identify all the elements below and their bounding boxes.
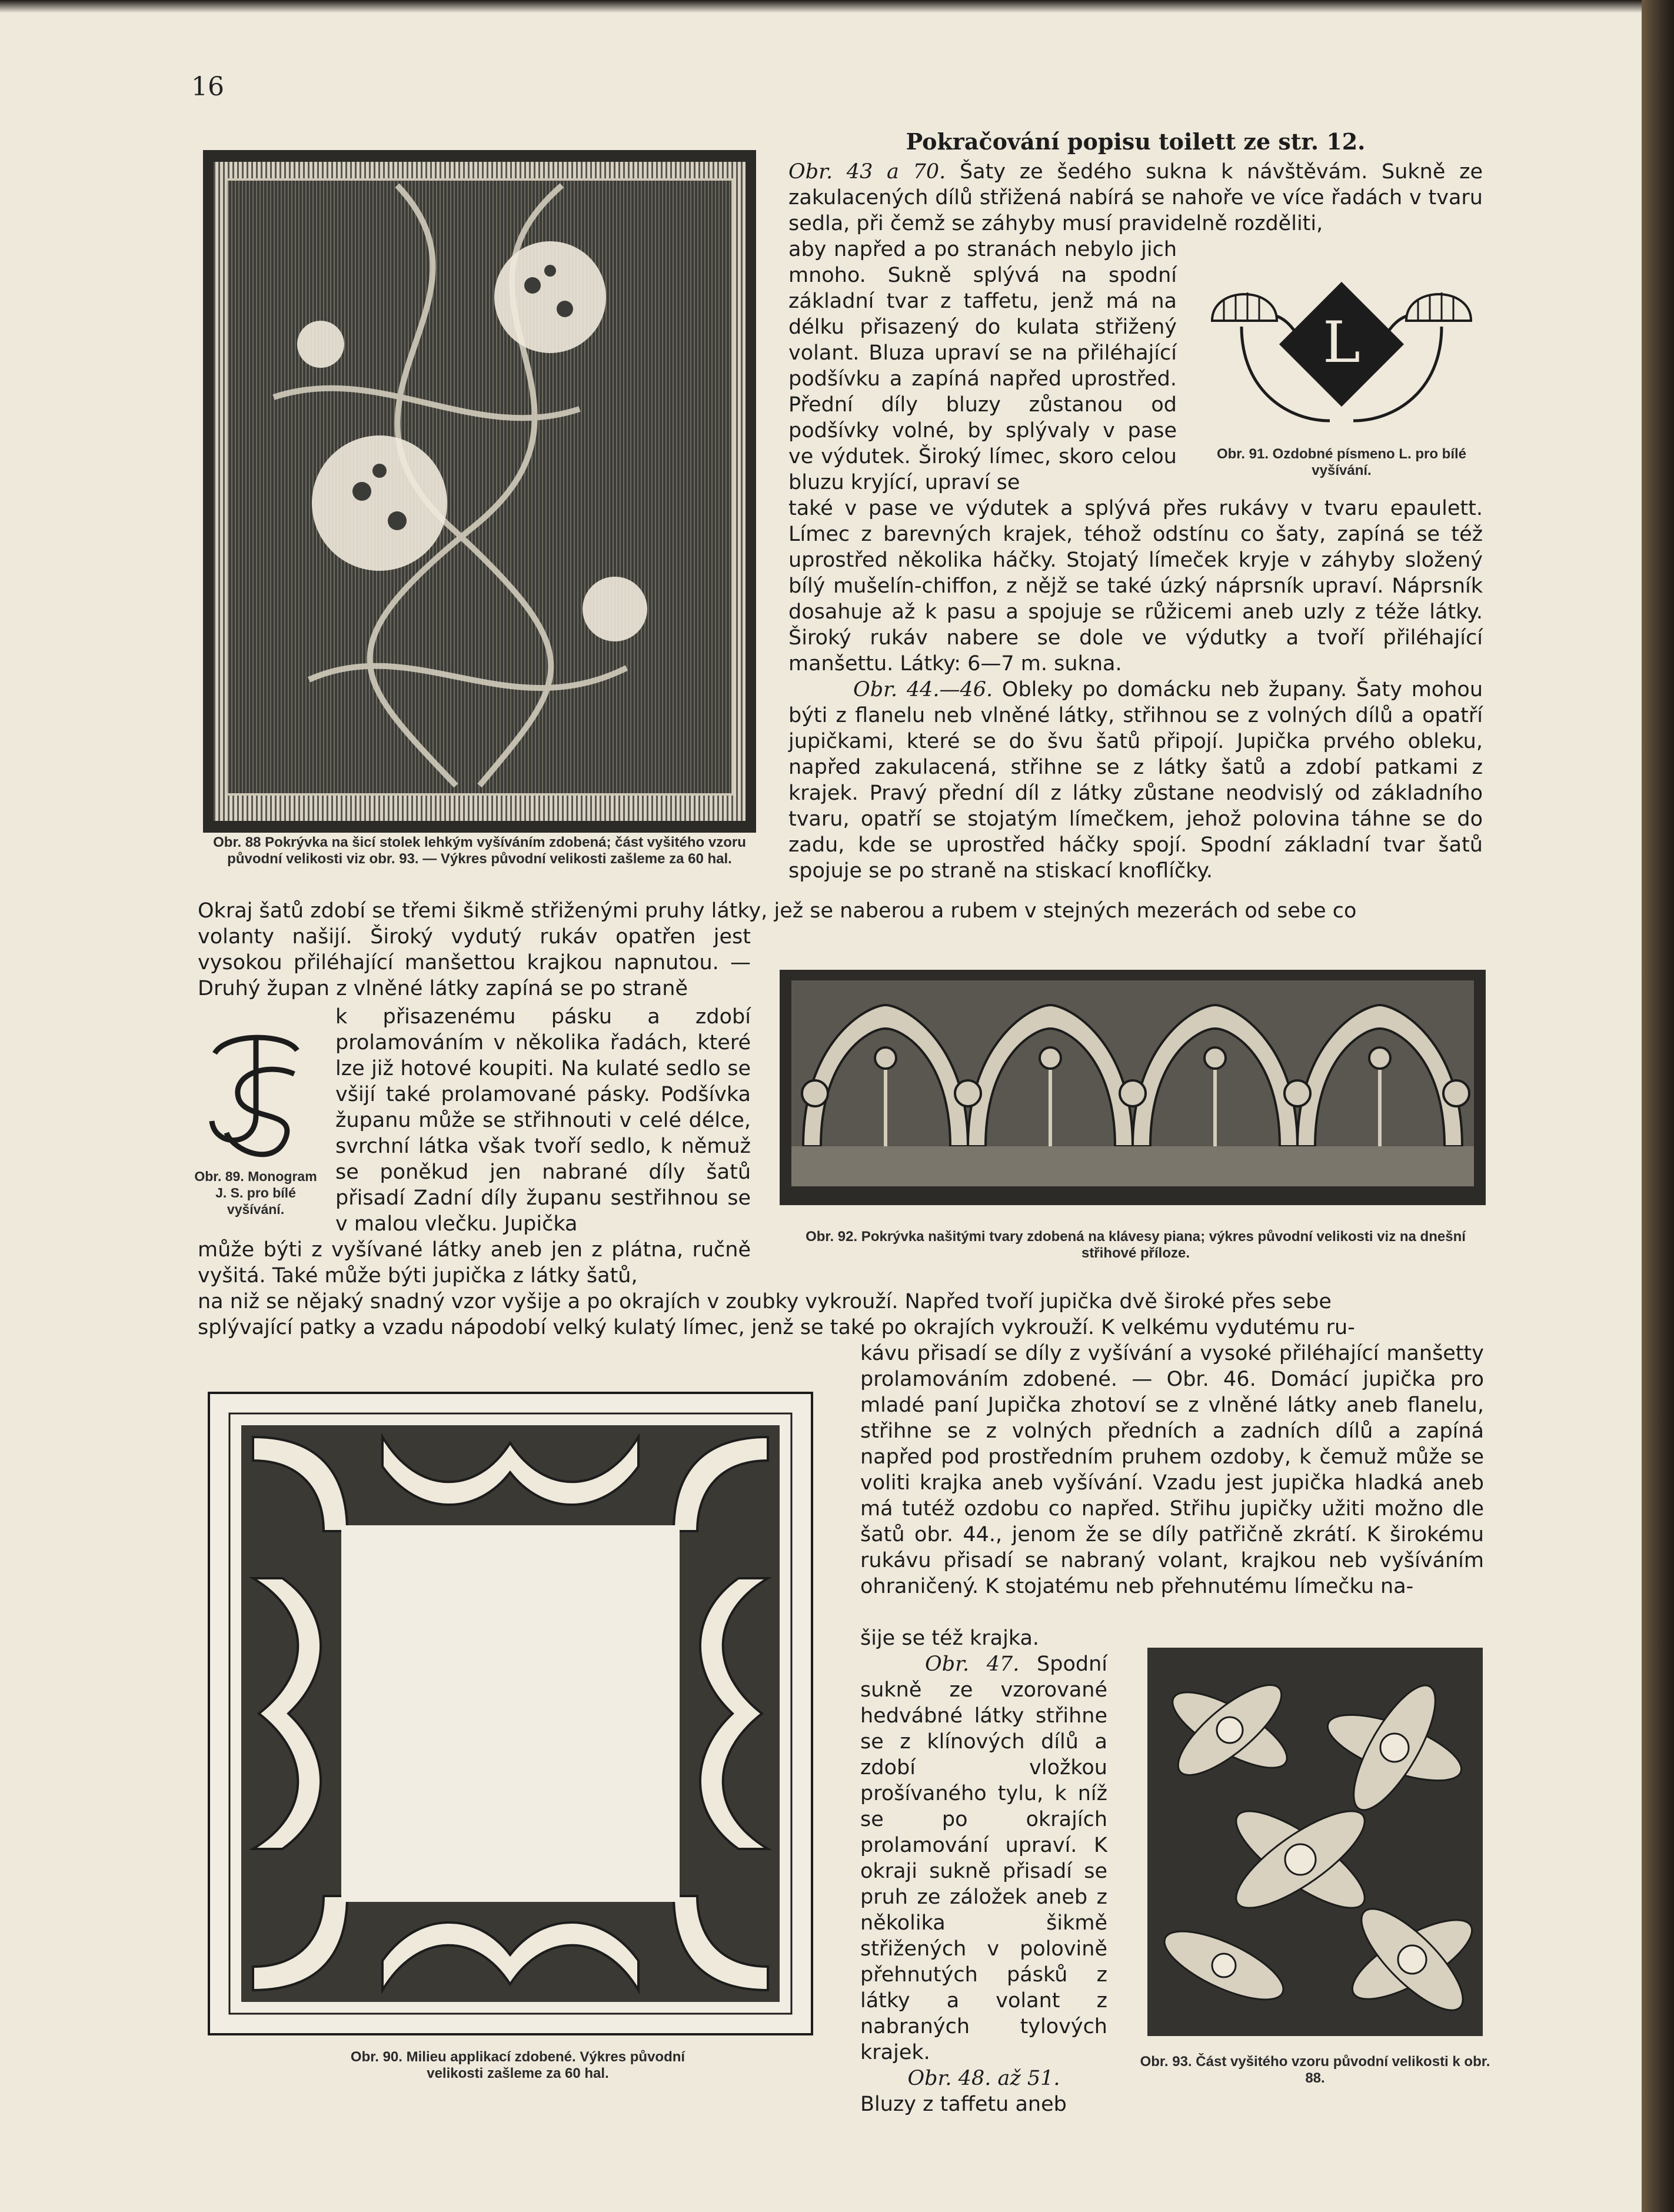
- left-col-wide: volanty našijí. Široký vydutý rukáv opatřen jest vysokou přiléhající manšettou krajkou napnutou. — Druhý župan z vlněné látky zapíná se po straně: [198, 925, 751, 1000]
- right-col-continued: [788, 495, 1483, 884]
- milieu-illustration: [206, 1390, 815, 2037]
- full-width-line-3: splývající patky a vzadu nápodobí velký kulatý límec, jenž se také po okrajích vykrouží. K velkému vydutému ru-: [198, 1316, 1355, 1339]
- ref-obr-48: Obr. 48. až 51.: [907, 2067, 1060, 2090]
- caption-fig-92: Obr. 92. Pokrývka našitými tvary zdobená na klávesy piana; výkres původní velikosti viz na dnešní střihové příloze.: [806, 1229, 1466, 1261]
- embroidery-detail-illustration: [1147, 1648, 1483, 2036]
- page-top-shadow: [0, 0, 1642, 13]
- caption-fig-93: Obr. 93. Část vyšitého vzoru původní velikosti k obr. 88.: [1140, 2054, 1490, 2086]
- left-col-end: může býti z vyšívané látky aneb jen z plátna, ručně vyšitá. Také může býti jupička z látky šatů,: [198, 1238, 751, 1288]
- figure-89-monogram: [197, 1027, 324, 1162]
- text-obr-44: Obleky po domácku neb župany. Šaty mohou býti z flanelu neb vlněné látky, střihnou se z volných dílů a opatří jupičkami, které se do švu šatů připojí. Jupička prvého obleku, napřed zakulacená, střihne se z látky šatů a zdobí patkami z krajek. Pravý přední díl z látky zůstane neodvislý od základního tvaru, opatří se stojatým límečkem, jehož polovina táhne se do zadu, kde se uprostřed háčky spojí. Spodní základní tvar šatů spojuje se po straně na stiskací knoflíčky.: [788, 678, 1483, 883]
- caption-fig-89: Obr. 89. Monogram J. S. pro bílé vyšívání.: [194, 1169, 317, 1217]
- section-heading: Pokračování popisu toilett ze str. 12.: [906, 128, 1366, 155]
- page-number: 16: [191, 72, 224, 102]
- figure-90-milieu: [206, 1390, 815, 2037]
- text-obr-43: Šaty ze šedého sukna k návštěvám. Sukně ze zakulacených dílů střižená nabírá se nahoře ve více řadách v tvaru sedla, při čemž se záhyby musí pravidelně rozděliti,: [788, 160, 1483, 235]
- text-obr-43-continued: také v pase ve výdutek a splývá přes rukávy v tvaru epaulett. Límec z barevných krajek, téhož odstínu co šaty, zapíná se též uprostřed několika háčky. Stojatý límeček kryje v záhyby složený bílý mušelín-chiffon, z nějž se také úzký náprsník upraví. Náprsník dosahuje až k pasu a spojuje se růžicemi aneb uzly z téže látky. Široký rukáv nabere se dole ve výdutky a tvoří přiléhající manšettu. Látky: 6—7 m. sukna.: [788, 497, 1483, 676]
- full-width-line-1: Okraj šatů zdobí se třemi šikmě střiženými pruhy látky, jež se naberou a rubem v stejných mezerách od sebe co: [198, 899, 1357, 923]
- right-col-bottom-narrow: [860, 1625, 1107, 2117]
- letter-l-ornament: [1200, 274, 1483, 444]
- ref-obr-47: Obr. 47.: [925, 1652, 1020, 1676]
- full-width-line-2: na niž se nějaký snadný vzor vyšije a po okrajích v zoubky vykrouží. Napřed tvoří jupička dvě široké přes sebe: [198, 1290, 1332, 1313]
- right-col-top-narrow: aby napřed a po stranách nebylo jich mnoho. Sukně splývá na spodní základní tvar z taffetu, jenž má na délku přisazený do kulata střižený volant. Bluza upraví se na přiléhající podšívku a zapíná napřed uprostřed. Přední díly bluzy zůstanou od podšívky volné, by splývaly v pase ve výdutek. Široký límec, skoro celou bluzu kryjící, upraví se: [788, 238, 1177, 494]
- text-obr-48: Bluzy z taffetu aneb: [860, 2093, 1067, 2116]
- figure-91-letter-l: [1200, 274, 1483, 444]
- caption-fig-88: Obr. 88 Pokrývka na šicí stolek lehkým vyšíváním zdobená; část vyšitého vzoru původní velikosti viz obr. 93. — Výkres původní velikosti zašleme za 60 hal.: [213, 834, 746, 867]
- left-col-wrap: k přisazenému pásku a zdobí prolamováním v několika řadách, které lze již hotové koupiti. Na kulaté sedlo se všijí také prolamované pásky. Podšívka županu může se střihnouti v celé délce, svrchní látka však tvoří sedlo, k němuž se poněkud jen nabrané díly šatů přisadí Zadní díly županu sestřihnou se v malou vlečku. Jupička: [335, 1005, 751, 1236]
- figure-93-embroidery-detail: [1147, 1648, 1483, 2036]
- caption-fig-90: Obr. 90. Milieu applikací zdobené. Výkres původní velikosti zašleme za 60 hal.: [350, 2049, 685, 2081]
- ref-obr-44: Obr. 44.—46.: [853, 678, 993, 701]
- right-col-bottom-wide: kávu přisadí se díly z vyšívání a vysoké přiléhající manšetty prolamováním zdobené. — Obr. 46. Domácí jupička pro mladé paní Jupička zhotoví se z vlněné látky aneb flanelu, střihne se z volných předních a zadních dílů a zapíná napřed pod prostředním pruhem ozdoby, k čemuž může se voliti krajka aneb vyšívání. Vzadu jest jupička hladká aneb má tutéž ozdobu co napřed. Střihu jupičky užiti možno dle šatů obr. 44., jenom že se díly patřičně zkrátí. K širokému rukávu přisadí se nabraný volant, krajkou neb vyšíváním ohraničený. K stojatému neb přehnutému límečku na-: [860, 1342, 1484, 1598]
- initial-letter-l: L: [1323, 310, 1360, 375]
- ref-obr-43: Obr. 43 a 70.: [788, 160, 946, 184]
- book-binding-edge: [1642, 0, 1674, 2212]
- monogram-js: [197, 1027, 324, 1162]
- caption-fig-91: Obr. 91. Ozdobné písmeno L. pro bílé vyšívání.: [1216, 446, 1467, 478]
- figure-88-table-cover: [203, 150, 756, 833]
- right-col-top-wide: [788, 159, 1483, 237]
- text-obr-47: Spodní sukně ze vzorované hedvábné látky střihne se z klínových dílů a zdobí vložkou prošívaného tylu, k níž se po okrajích prolamování upraví. K okraji sukně přisadí se pruh ze záložek aneb z několika šikmě střižených v polovině přehnutých pásků z látky a volant z nabraných tylových krajek.: [860, 1652, 1107, 2064]
- text-crochet: šije se též krajka.: [860, 1626, 1040, 1650]
- piano-cover-illustration: [780, 970, 1486, 1205]
- table-cover-illustration: [203, 150, 756, 833]
- figure-92-piano-cover: [780, 970, 1486, 1205]
